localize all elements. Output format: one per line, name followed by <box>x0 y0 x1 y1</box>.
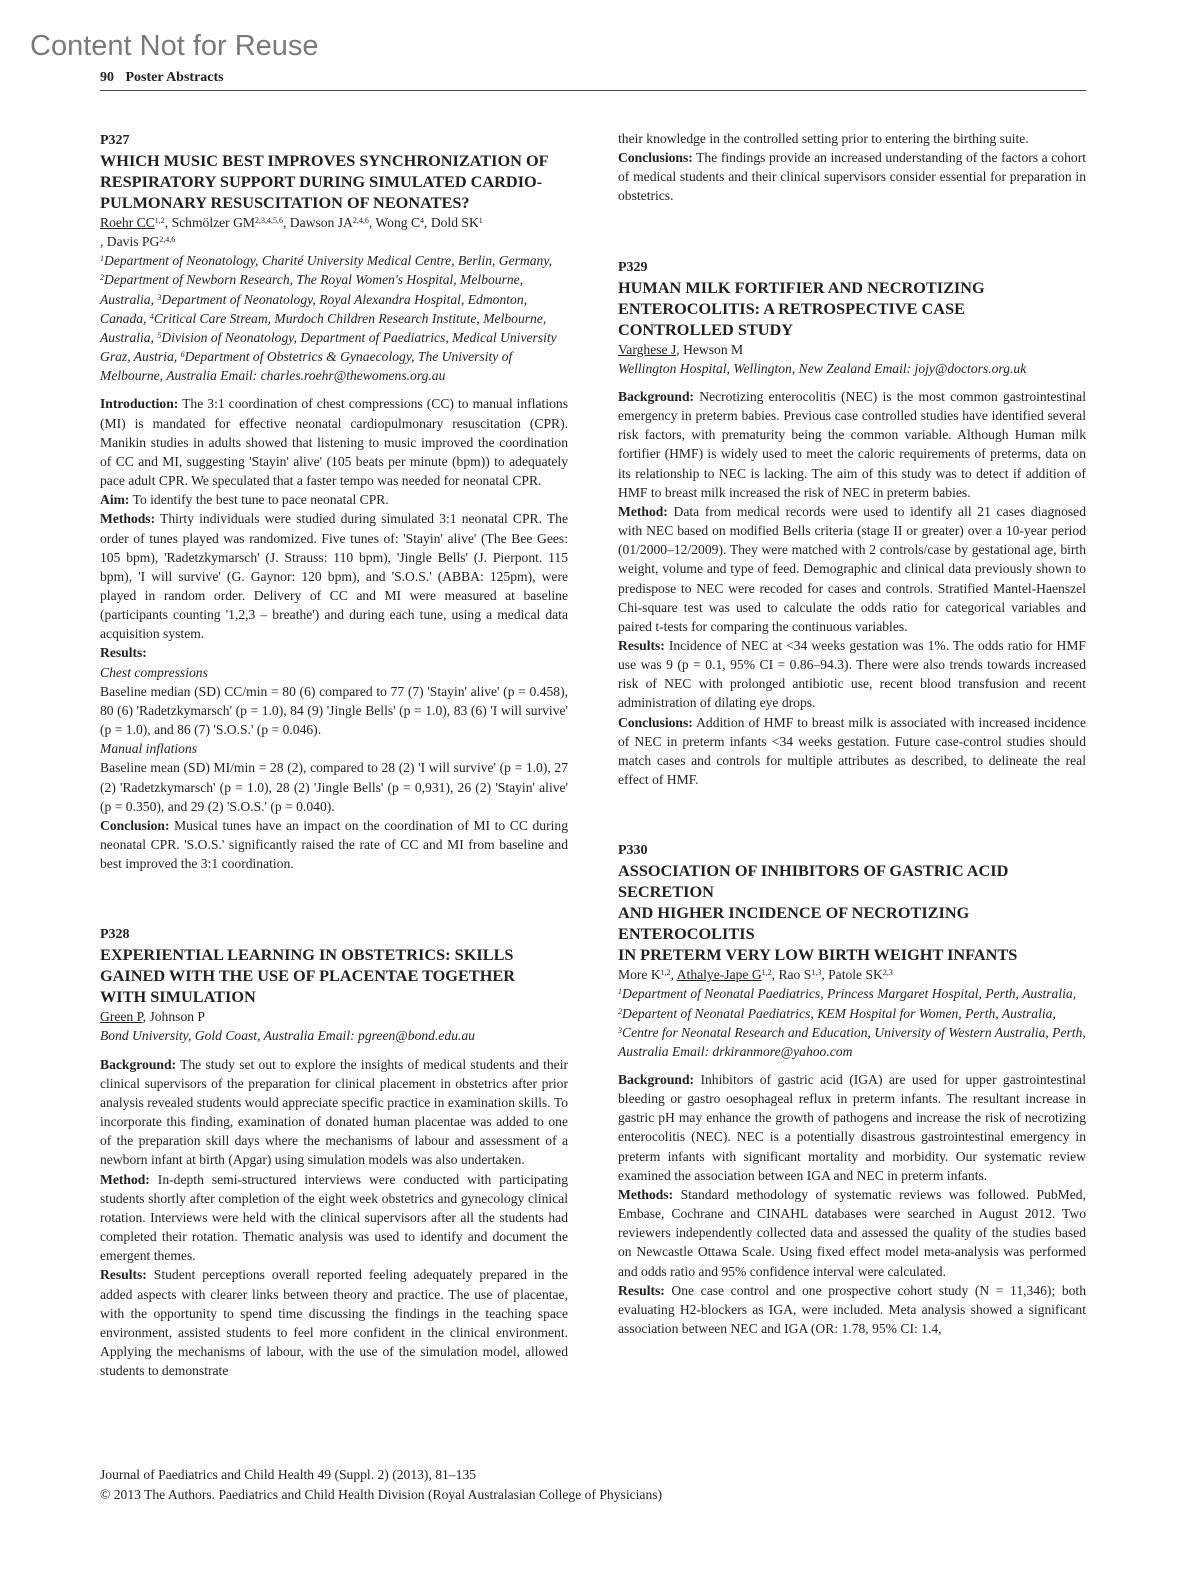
section-label: Introduction: <box>100 396 179 412</box>
title-line: WITH SIMULATION <box>100 987 256 1007</box>
author-sup: 1 <box>478 216 483 225</box>
header-rule <box>100 90 1086 91</box>
title-line: IN PRETERM VERY LOW BIRTH WEIGHT INFANTS <box>618 945 1018 965</box>
affiliation: Department of Neonatal Paediatrics, Princess Margaret Hospital, Perth, Australia, <box>622 986 1077 1002</box>
section-text: To identify the best tune to pace neonatal CPR. <box>129 492 389 508</box>
section-text: Musical tunes have an impact on the coordination of MI to CC during neonatal CPR. 'S.O.S.' significantly raised the rate of CC and MI from baseline and best improved the 3:1 coordination. <box>100 817 568 872</box>
conclusions-paragraph <box>618 148 1086 205</box>
author: , Rao S <box>771 967 812 983</box>
conclusion-paragraph <box>100 816 568 873</box>
left-column <box>100 131 568 1380</box>
author-sup: 2,4,6 <box>159 235 176 245</box>
title-line: PULMONARY RESUSCITATION OF NEONATES? <box>100 193 470 212</box>
author: , Patole SK <box>821 967 883 983</box>
author-sup: 2,3,4,5,6 <box>255 216 283 225</box>
section-text: The findings provide an increased understanding of the factors a cohort of medical students and their clinical supervisors consider essential for preparation in obstetrics. <box>618 150 1086 204</box>
results-paragraph <box>618 636 1086 713</box>
affiliation: Wellington Hospital, Wellington, New Zealand Email: jojy@doctors.org.uk <box>618 360 1027 376</box>
author: , Johnson P <box>142 1009 205 1025</box>
section-text: Inhibitors of gastric acid (IGA) are used for upper gastrointestinal bleeding or gastro oesophageal reflux in preterm infants. The resultant increase in gastric pH may enhance the growth of pathogens and increase the risk of necrotizing enterocolitis (NEC). NEC is a potentially disastrous gastrointestinal emergency in preterm infants with significant mortality and morbidity. Our systematic review examined the association between IGA and NEC in preterm infants. <box>618 1072 1086 1183</box>
introduction-paragraph <box>100 394 568 490</box>
abstract-title <box>100 944 568 1007</box>
affil-sup: 3 <box>618 1025 622 1035</box>
section-label: Conclusions: <box>618 150 693 166</box>
section-text: Addition of HMF to breast milk is associated with increased incidence of NEC in preterm infants <34 weeks gestation. Future case-control studies should match cases and controls for multiple attributes as described, to delineate the real effect of HMF. <box>618 714 1086 788</box>
background-paragraph <box>100 1055 568 1170</box>
section-label: Background: <box>618 1072 695 1087</box>
right-column <box>618 129 1086 1338</box>
affiliation: Department of Obstetrics & Gynaecology, The University of Melbourne, Australia Email: charles.roehr@thewomens.org.au <box>100 349 513 384</box>
affiliation: Division of Neonatology, Department of Paediatrics, Medical University Graz, Austria, <box>100 329 557 365</box>
copyright-notice: © 2013 The Authors. Paediatrics and Child Health Division (Royal Australasian College of Physicians) <box>100 1487 663 1502</box>
abstract-title <box>618 860 1086 965</box>
author: , Davis PG <box>100 234 160 250</box>
results-heading: Results: <box>100 645 147 661</box>
abstract-id: P329 <box>618 259 648 275</box>
section-label: Conclusion: <box>100 817 170 833</box>
title-line: RESPIRATORY SUPPORT DURING SIMULATED CARDIO- <box>100 172 543 191</box>
abstract-id: P327 <box>100 133 130 148</box>
affil-sup: 2 <box>618 1006 622 1016</box>
watermark: Content Not for Reuse <box>30 30 319 62</box>
abstract-title <box>618 277 1086 340</box>
author: , Dawson JA <box>283 215 353 230</box>
affil-sup: 5 <box>157 330 162 340</box>
section-text: Necrotizing enterocolitis (NEC) is the most common gastrointestinal emergency in preterm babies. Previous case controlled studies have identified several risk factors, with prematurity being the common variable. Although Human milk fortifier (HMF) is widely used to meet the caloric requirements of preterms, data on its relationship to NEC is lacking. The aim of this study was to detect if addition of HMF to breast milk increased the risk of NEC in preterm babies. <box>618 388 1086 500</box>
presenting-author: Athalye-Jape G <box>676 967 762 983</box>
affiliations <box>618 984 1086 1061</box>
affiliation: Department of Newborn Research, The Royal Women's Hospital, Melbourne, Australia, <box>100 272 524 307</box>
affiliation: Centre for Neonatal Research and Education, University of Western Australia, Perth, Australia Email: drkiranmore@yahoo.com <box>618 1024 1086 1059</box>
subheading: Chest compressions <box>100 664 208 680</box>
title-line: ASSOCIATION OF INHIBITORS OF GASTRIC ACID SECRETION <box>618 861 1009 902</box>
aim-paragraph <box>100 490 568 509</box>
author-list <box>618 340 1086 359</box>
title-line: WHICH MUSIC BEST IMPROVES SYNCHRONIZATION OF <box>100 151 549 170</box>
section-label: Results: <box>100 1267 147 1283</box>
section-label: Background: <box>618 388 695 404</box>
presenting-author: Roehr CC <box>100 215 155 230</box>
abstract-p329 <box>618 258 1086 790</box>
presenting-author: Green P <box>100 1009 143 1025</box>
affil-sup: 4 <box>149 311 154 321</box>
author-separator: , <box>670 967 677 983</box>
results-paragraph <box>100 1265 568 1380</box>
title-line: ENTEROCOLITIS: A RETROSPECTIVE CASE <box>618 298 965 318</box>
author: More K <box>618 967 661 983</box>
page-footer <box>100 1465 662 1505</box>
affiliation: Departent of Neonatal Paediatrics, KEM Hospital for Women, Perth, Australia, <box>622 1005 1056 1021</box>
section-text: Thirty individuals were studied during simulated 3:1 neonatal CPR. The order of tunes played was randomized. Five tunes of: 'Stayin' alive' (The Bee Gees: 105 bpm), 'Radetzkymarsch' (J. Strauss: 110 bpm), 'Jingle Bells' (J. Pierpont. 115 bpm), 'I will survive' (G. Gaynor: 120 bpm), and 'S.O.S.' (ABBA: 125pm), were played in random order. Delivery of CC and MI were measured at baseline (participants counting '1,2,3 – breathe') and during each tune, using a medical data acquisition system. <box>100 511 568 642</box>
abstract-p328-continued <box>618 129 1086 206</box>
section-label: Results: <box>618 1282 665 1298</box>
affil-sup: 6 <box>180 350 185 360</box>
section-label: Results: <box>618 637 665 653</box>
section-label: Methods: <box>100 511 156 527</box>
author-sup: 1,2 <box>154 216 165 225</box>
author: , Wong C <box>368 215 421 230</box>
abstract-p328 <box>100 925 568 1380</box>
results-paragraph: Baseline median (SD) CC/min = 80 (6) compared to 77 (7) 'Stayin' alive' (p = 0.458), 80 (6) 'Radetzkymarsch' (p = 1.0), 84 (9) 'Jingle Bells' (p = 1.0), 83 (6) 'I will survive' (p = 1.0), and 86 (7) 'S.O.S.' (p = 0.046). <box>100 683 568 738</box>
author: , Hewson M <box>676 341 744 357</box>
title-line: HUMAN MILK FORTIFIER AND NECROTIZING <box>618 277 985 297</box>
section-label: Methods: <box>618 1186 674 1202</box>
abstract-p327 <box>100 131 568 873</box>
section-label: Method: <box>100 1171 150 1187</box>
title-line: CONTROLLED STUDY <box>618 319 794 339</box>
background-paragraph <box>618 387 1086 502</box>
running-head <box>100 70 224 86</box>
results-paragraph: Baseline mean (SD) MI/min = 28 (2), compared to 28 (2) 'I will survive' (p = 1.0), 27 (2) 'Radetzkymarsch' (p = 1.0), 28 (2) 'Jingle Bells' (p = 0,931), 26 (2) 'Stayin' alive' (p = 0.350), and 29 (2) 'S.O.S.' (p = 0.040). <box>100 760 568 814</box>
presenting-author: Varghese J <box>618 341 677 357</box>
affil-sup: 1 <box>618 987 622 997</box>
affiliation: Bond University, Gold Coast, Australia Email: pgreen@bond.edu.au <box>100 1028 475 1044</box>
abstract-id: P328 <box>100 927 130 943</box>
affil-sup: 1 <box>100 254 104 264</box>
section-text: One case control and one prospective cohort study (N = 11,346); both evaluating H2-blockers as IGA, were included. Meta analysis showed a significant association between NEC and IGA (OR: 1.78, 95% CI: 1.4, <box>618 1282 1086 1337</box>
abstract-title <box>100 150 568 213</box>
subheading: Manual inflations <box>100 741 198 757</box>
section-text: Incidence of NEC at <34 weeks gestation was 1%. The odds ratio for HMF use was 9 (p = 0.1, 95% CI = 0.86–94.3). There were also trends towards increased risk of NEC with prolonged antibiotic use, recent blood transfusion and recent administration of dilating eye drops. <box>618 637 1086 711</box>
page-number: 90 <box>100 70 114 85</box>
affil-sup: 2 <box>100 273 104 283</box>
section-label: Aim: <box>100 492 130 508</box>
section-text: The study set out to explore the insights of medical students and their clinical supervisors of the preparation for clinical placement in obstetrics after prior analysis revealed students would appreciate specific practice in examination skills. To incorporate this finding, examination of donated human placentae was added to one of the preparation skill days where the mechanisms of labour and assessment of a newborn infant at birth (Apgar) using simulation models was also undertaken. <box>100 1056 568 1168</box>
methods-paragraph <box>100 509 568 643</box>
section-text: In-depth semi-structured interviews were conducted with participating students shortly after completion of the eight week obstetrics and gynecology clinical rotation. Interviews were held with the clinical supervisors after all the students had completed their rotation. Thematic analysis was used to identify and document the emergent themes. <box>100 1171 568 1264</box>
section-text: Data from medical records were used to identify all 21 cases diagnosed with NEC based on modified Bells criteria (stage II or greater) over a 10-year period (01/2000–12/2009). They were matched with 2 controls/case by gestational age, birth weight, volume and type of feed. Demographic and clinical data previously shown to predispose to NEC were recoded for cases and controls. Stratified Mantel-Haenszel Chi-square test was used to calculate the odds ratio for categorical variables and paired t-tests for comparing the continuous variables. <box>618 503 1086 634</box>
section-text: The 3:1 coordination of chest compressions (CC) to manual inflations (MI) is mandated for effective neonatal cardiopulmonary resuscitation (CPR). Manikin studies in adults showed that listening to music improved the coordination of CC and MI, suggesting 'Stayin' alive' (105 beats per minute (bpm)) to adequately pace adult CPR. We speculated that a faster tempo was needed for neonatal CPR. <box>100 396 568 489</box>
title-line: AND HIGHER INCIDENCE OF NECROTIZING ENTEROCOLITIS <box>618 903 970 944</box>
author: , Dold SK <box>424 215 479 230</box>
conclusions-paragraph <box>618 713 1086 790</box>
section-label: Conclusions: <box>618 714 693 730</box>
section-label: Method: <box>618 503 668 519</box>
section-label: Background: <box>100 1056 177 1072</box>
affiliation: Department of Neonatology, Royal Alexandra Hospital, Edmonton, Canada, <box>100 291 528 326</box>
author-sup: 2,3 <box>882 968 893 978</box>
method-paragraph <box>618 502 1086 636</box>
author-sup: 1,2 <box>761 968 772 978</box>
affiliation: Critical Care Stream, Murdoch Children Research Institute, Melbourne, Australia, <box>100 310 547 345</box>
author-list <box>618 965 1086 984</box>
journal-citation: Journal of Paediatrics and Child Health 49 (Suppl. 2) (2013), 81–135 <box>100 1467 477 1482</box>
method-paragraph <box>100 1170 568 1266</box>
background-paragraph <box>618 1070 1086 1185</box>
section-text: Standard methodology of systematic reviews was followed. PubMed, Embase, Cochrane and CINAHL databases were searched in August 2012. Two reviewers independently collected data and assessed the quality of the studies based on Newcastle Ottawa Scale. Using fixed effect model meta-analysis was performed and odds ratio and 95% confidence interval were calculated. <box>618 1186 1086 1279</box>
results-paragraph <box>618 1281 1086 1338</box>
title-line: EXPERIENTIAL LEARNING IN OBSTETRICS: SKILLS <box>100 945 514 965</box>
results-paragraph-continued: their knowledge in the controlled setting prior to entering the birthing suite. <box>618 131 1029 146</box>
affiliations <box>100 251 568 385</box>
section-title: Poster Abstracts <box>125 70 224 85</box>
author-sup: 4 <box>420 216 425 225</box>
section-text: Student perceptions overall reported feeling adequately prepared in the added aspects with clearer links between theory and practice. The use of placentae, with the opportunity to spend time discussing the findings in the teaching space environment, assisted students to feel more confident in the clinical environment. Applying the mechanisms of labour, with the use of the simulation model, allowed students to demonstrate <box>100 1267 568 1379</box>
author-sup: 1,2 <box>660 968 671 978</box>
abstract-p330 <box>618 841 1086 1338</box>
affiliation: Department of Neonatology, Charité University Medical Centre, Berlin, Germany, <box>104 253 553 269</box>
author-sup: 1,3 <box>811 968 822 978</box>
methods-paragraph <box>618 1185 1086 1281</box>
author-list <box>100 1007 568 1026</box>
title-line: GAINED WITH THE USE OF PLACENTAE TOGETHER <box>100 966 515 986</box>
author: , Schmölzer GM <box>164 215 255 230</box>
author-list <box>100 213 568 251</box>
author-sup: 2,4,6 <box>352 216 369 225</box>
abstract-id: P330 <box>618 843 648 859</box>
affil-sup: 3 <box>157 292 162 302</box>
